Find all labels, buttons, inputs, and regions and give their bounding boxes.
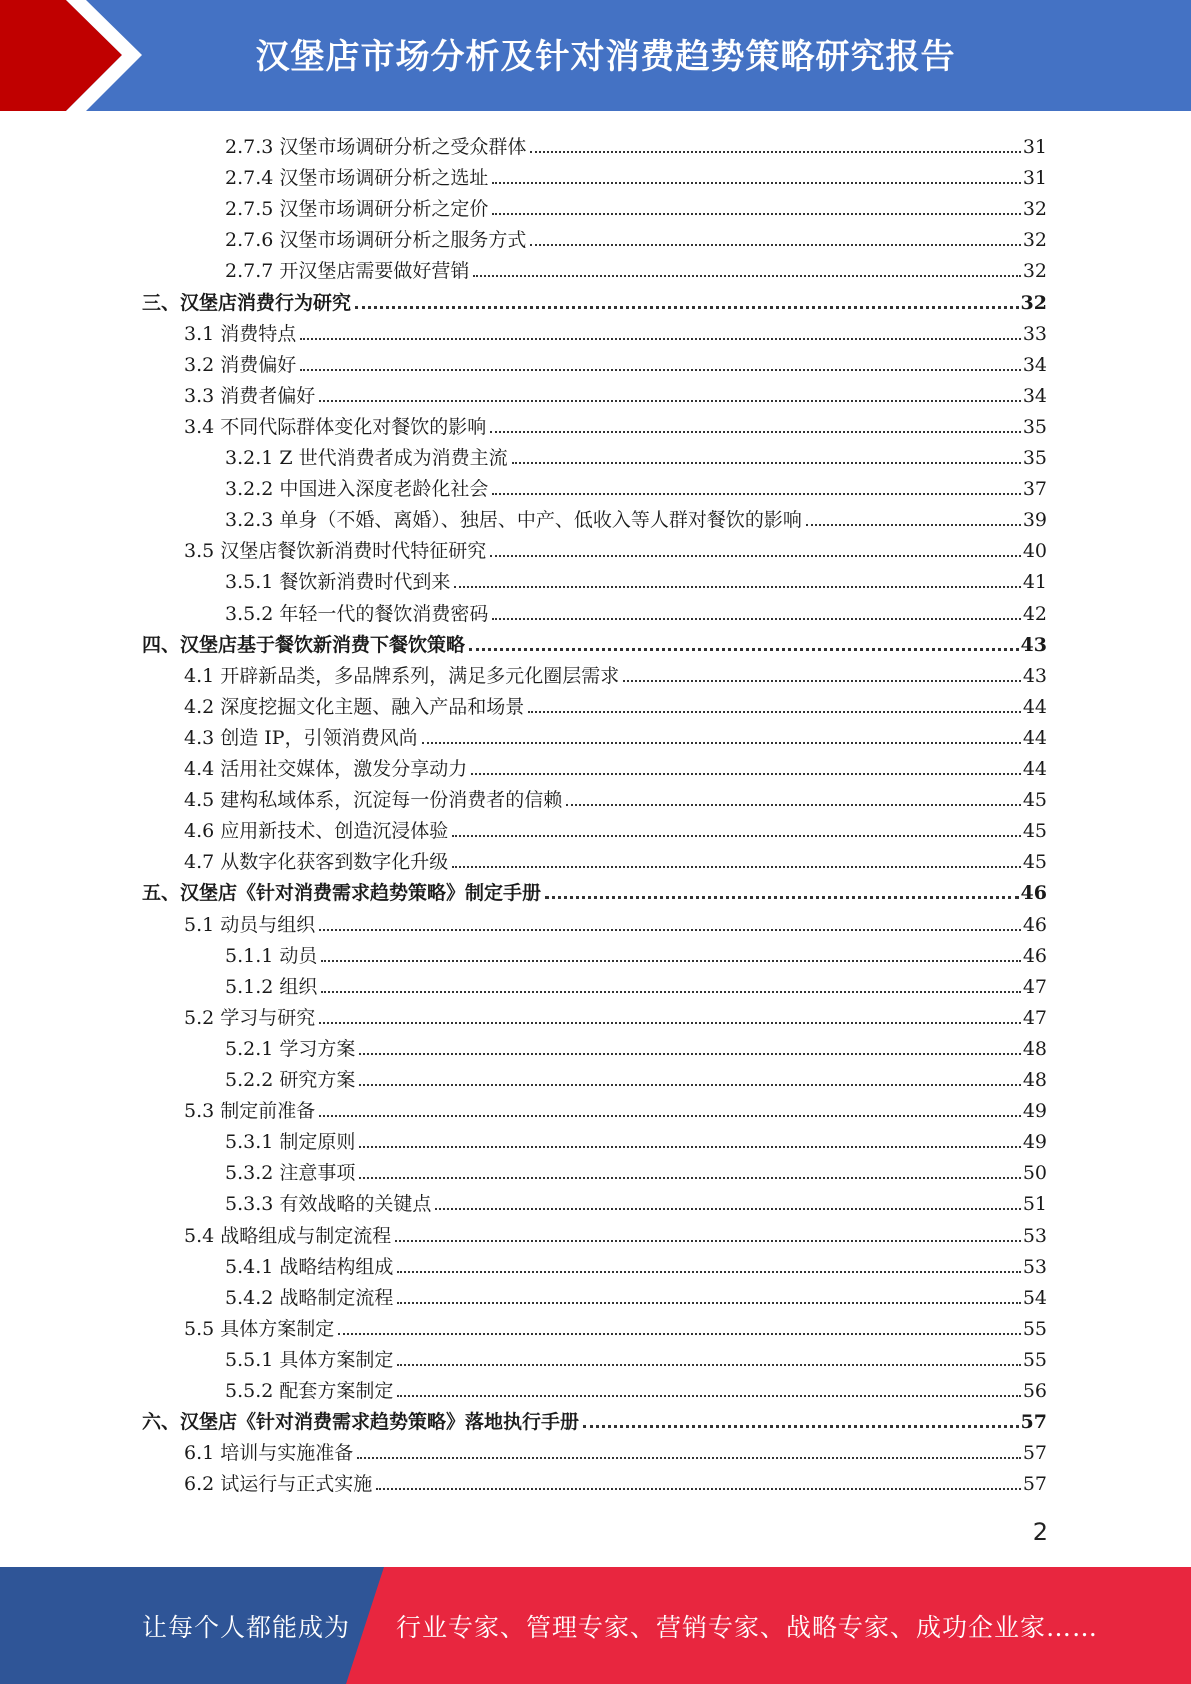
toc-entry-page: 35: [1022, 447, 1047, 469]
toc-entry-title: 4.5 建构私域体系，沉淀每一份消费者的信赖: [184, 789, 563, 811]
toc-entry[interactable]: [225, 936, 1047, 967]
toc-entry[interactable]: [142, 873, 1047, 904]
toc-dot-leader: [469, 647, 1019, 651]
page-header: [0, 0, 1191, 111]
toc-entry[interactable]: [142, 1402, 1047, 1433]
toc-dot-leader: [397, 1394, 1020, 1397]
toc-entry-page: 32: [1022, 260, 1047, 282]
toc-entry-title: 4.1 开辟新品类，多品牌系列，满足多元化圈层需求: [184, 665, 620, 687]
toc-entry-page: 31: [1022, 167, 1047, 189]
toc-dot-leader: [512, 461, 1021, 464]
toc-dot-leader: [376, 1487, 1021, 1490]
toc-entry-title: 2.7.4 汉堡市场调研分析之选址: [225, 167, 489, 189]
toc-entry-page: 55: [1022, 1349, 1047, 1371]
toc-entry-title: 4.7 从数字化获客到数字化升级: [184, 851, 449, 873]
toc-dot-leader: [492, 617, 1020, 620]
toc-entry-page: 49: [1022, 1131, 1047, 1153]
toc-entry[interactable]: [184, 1433, 1047, 1464]
toc-entry-page: 37: [1022, 478, 1047, 500]
toc-entry-title: 5.4.1 战略结构组成: [225, 1256, 394, 1278]
toc-entry[interactable]: [225, 469, 1047, 500]
toc-dot-leader: [566, 803, 1021, 806]
toc-entry-page: 45: [1022, 851, 1047, 873]
toc-entry-page: 53: [1022, 1256, 1047, 1278]
toc-dot-leader: [490, 430, 1021, 433]
toc-entry[interactable]: [184, 345, 1047, 376]
toc-entry[interactable]: [225, 1340, 1047, 1371]
toc-entry[interactable]: [225, 1060, 1047, 1091]
toc-entry-title: 5.1.2 组织: [225, 976, 318, 998]
footer-slogan-right: 行业专家、管理专家、营销专家、战略专家、成功企业家……: [396, 1612, 1099, 1642]
toc-dot-leader: [490, 554, 1021, 557]
toc-entry-page: 34: [1022, 354, 1047, 376]
toc-entry[interactable]: [225, 967, 1047, 998]
toc-dot-leader: [395, 1239, 1021, 1242]
toc-dot-leader: [319, 1021, 1021, 1024]
toc-entry-page: 40: [1022, 540, 1047, 562]
toc-dot-leader: [492, 492, 1020, 495]
toc-entry-page: 46: [1020, 882, 1047, 904]
toc-entry-title: 6.1 培训与实施准备: [184, 1442, 354, 1464]
toc-entry-title: 3.5 汉堡店餐饮新消费时代特征研究: [184, 540, 487, 562]
toc-entry-page: 43: [1020, 634, 1047, 656]
toc-entry-title: 六、汉堡店《针对消费需求趋势策略》落地执行手册: [142, 1411, 580, 1433]
toc-entry[interactable]: [184, 749, 1047, 780]
toc-dot-leader: [454, 585, 1020, 588]
toc-entry-title: 3.2.2 中国进入深度老龄化社会: [225, 478, 489, 500]
toc-entry[interactable]: [225, 1371, 1047, 1402]
toc-dot-leader: [422, 741, 1021, 744]
toc-entry-page: 57: [1020, 1411, 1047, 1433]
toc-dot-leader: [319, 1114, 1021, 1117]
toc-entry-page: 56: [1022, 1380, 1047, 1402]
toc-entry[interactable]: [184, 407, 1047, 438]
toc-entry-title: 4.2 深度挖掘文化主题、融入产品和场景: [184, 696, 525, 718]
toc-dot-leader: [471, 772, 1021, 775]
toc-entry-page: 57: [1022, 1442, 1047, 1464]
toc-dot-leader: [397, 1363, 1020, 1366]
toc-entry[interactable]: [184, 1216, 1047, 1247]
toc-entry[interactable]: [225, 127, 1047, 158]
toc-dot-leader: [359, 1145, 1020, 1148]
toc-entry-title: 5.1.1 动员: [225, 945, 318, 967]
toc-entry[interactable]: [225, 1122, 1047, 1153]
toc-entry-title: 五、汉堡店《针对消费需求趋势策略》制定手册: [142, 882, 542, 904]
toc-entry-title: 5.2.2 研究方案: [225, 1069, 356, 1091]
toc-entry-page: 55: [1022, 1318, 1047, 1340]
toc-entry-title: 5.5.2 配套方案制定: [225, 1380, 394, 1402]
toc-entry-title: 5.5.1 具体方案制定: [225, 1349, 394, 1371]
toc-dot-leader: [359, 1083, 1020, 1086]
toc-dot-leader: [806, 523, 1021, 526]
toc-entry-title: 3.1 消费特点: [184, 323, 297, 345]
toc-entry-page: 43: [1022, 665, 1047, 687]
toc-dot-leader: [492, 181, 1020, 184]
toc-dot-leader: [355, 305, 1019, 309]
toc-entry-page: 46: [1022, 914, 1047, 936]
toc-entry-page: 31: [1022, 136, 1047, 158]
footer-slogan-left: 让每个人都能成为: [142, 1612, 351, 1642]
toc-entry-title: 4.6 应用新技术、创造沉浸体验: [184, 820, 449, 842]
toc-entry-page: 44: [1022, 727, 1047, 749]
toc-entry-page: 32: [1022, 229, 1047, 251]
toc-dot-leader: [623, 679, 1021, 682]
toc-entry-title: 3.2.1 Z 世代消费者成为消费主流: [225, 447, 508, 469]
toc-entry[interactable]: [225, 1247, 1047, 1278]
toc-entry-page: 45: [1022, 789, 1047, 811]
toc-dot-leader: [530, 243, 1020, 246]
toc-entry-title: 2.7.7 开汉堡店需要做好营销: [225, 260, 470, 282]
toc-entry[interactable]: [225, 189, 1047, 220]
toc-entry-title: 2.7.3 汉堡市场调研分析之受众群体: [225, 136, 527, 158]
toc-entry[interactable]: [225, 594, 1047, 625]
toc-dot-leader: [397, 1301, 1020, 1304]
toc-entry-title: 4.3 创造 IP，引领消费风尚: [184, 727, 418, 749]
toc-entry-title: 5.4 战略组成与制定流程: [184, 1225, 392, 1247]
toc-dot-leader: [357, 1456, 1021, 1459]
toc-entry[interactable]: [184, 531, 1047, 562]
toc-entry[interactable]: [184, 656, 1047, 687]
toc-entry-page: 48: [1022, 1069, 1047, 1091]
toc-entry-title: 5.2.1 学习方案: [225, 1038, 356, 1060]
toc-dot-leader: [300, 337, 1021, 340]
toc-entry-title: 2.7.6 汉堡市场调研分析之服务方式: [225, 229, 527, 251]
toc-entry-page: 41: [1022, 571, 1047, 593]
toc-entry[interactable]: [184, 314, 1047, 345]
toc-entry[interactable]: [184, 1091, 1047, 1122]
toc-entry[interactable]: [184, 376, 1047, 407]
toc-entry[interactable]: [225, 251, 1047, 282]
toc-entry-title: 5.3.1 制定原则: [225, 1131, 356, 1153]
toc-entry-title: 5.1 动员与组织: [184, 914, 316, 936]
toc-entry-title: 6.2 试运行与正式实施: [184, 1473, 373, 1495]
document-title: 汉堡店市场分析及针对消费趋势策略研究报告: [255, 36, 956, 77]
toc-dot-leader: [583, 1424, 1019, 1428]
toc-entry-title: 5.2 学习与研究: [184, 1007, 316, 1029]
toc-entry-title: 3.4 不同代际群体变化对餐饮的影响: [184, 416, 487, 438]
toc-dot-leader: [359, 1176, 1020, 1179]
toc-entry-title: 3.2.3 单身（不婚、离婚）、独居、中产、低收入等人群对餐饮的影响: [225, 509, 802, 531]
toc-entry-page: 32: [1022, 198, 1047, 220]
toc-entry[interactable]: [225, 220, 1047, 251]
toc-entry-page: 46: [1022, 945, 1047, 967]
toc-entry[interactable]: [225, 1029, 1047, 1060]
toc-entry-title: 4.4 活用社交媒体，激发分享动力: [184, 758, 468, 780]
toc-dot-leader: [452, 865, 1021, 868]
toc-entry[interactable]: [225, 158, 1047, 189]
toc-entry-page: 35: [1022, 416, 1047, 438]
page-footer: [0, 1567, 1191, 1684]
toc-entry-page: 49: [1022, 1100, 1047, 1122]
toc-dot-leader: [545, 895, 1019, 899]
toc-entry[interactable]: [225, 1153, 1047, 1184]
toc-dot-leader: [319, 399, 1021, 402]
toc-entry[interactable]: [184, 905, 1047, 936]
toc-entry-title: 5.3.2 注意事项: [225, 1162, 356, 1184]
toc-entry[interactable]: [184, 780, 1047, 811]
toc-entry-title: 5.5 具体方案制定: [184, 1318, 335, 1340]
toc-entry-title: 5.3 制定前准备: [184, 1100, 316, 1122]
toc-entry[interactable]: [184, 811, 1047, 842]
toc-entry-page: 44: [1022, 758, 1047, 780]
toc-entry[interactable]: [184, 998, 1047, 1029]
toc-dot-leader: [300, 368, 1021, 371]
toc-entry-title: 3.5.1 餐饮新消费时代到来: [225, 571, 451, 593]
toc-entry-title: 5.3.3 有效战略的关键点: [225, 1193, 432, 1215]
toc-dot-leader: [397, 1270, 1020, 1273]
toc-entry-page: 53: [1022, 1225, 1047, 1247]
toc-entry-title: 2.7.5 汉堡市场调研分析之定价: [225, 198, 489, 220]
toc-entry[interactable]: [184, 718, 1047, 749]
toc-entry-page: 57: [1022, 1473, 1047, 1495]
toc-entry-page: 44: [1022, 696, 1047, 718]
toc-dot-leader: [338, 1332, 1021, 1335]
toc-dot-leader: [492, 212, 1020, 215]
toc-dot-leader: [530, 150, 1020, 153]
toc-entry-page: 42: [1022, 603, 1047, 625]
toc-entry-page: 54: [1022, 1287, 1047, 1309]
toc-entry-title: 3.5.2 年轻一代的餐饮消费密码: [225, 603, 489, 625]
toc-dot-leader: [359, 1052, 1020, 1055]
toc-entry-page: 50: [1022, 1162, 1047, 1184]
toc-entry[interactable]: [142, 625, 1047, 656]
toc-entry[interactable]: [225, 500, 1047, 531]
toc-dot-leader: [319, 928, 1021, 931]
toc-entry-page: 32: [1020, 292, 1047, 314]
toc-entry-title: 四、汉堡店基于餐饮新消费下餐饮策略: [142, 634, 466, 656]
toc-entry-title: 3.3 消费者偏好: [184, 385, 316, 407]
toc-entry-page: 47: [1022, 1007, 1047, 1029]
toc-entry[interactable]: [184, 1309, 1047, 1340]
toc-entry[interactable]: [142, 283, 1047, 314]
toc-dot-leader: [321, 990, 1020, 993]
toc-dot-leader: [321, 959, 1020, 962]
toc-dot-leader: [435, 1207, 1020, 1210]
toc-dot-leader: [473, 274, 1020, 277]
toc-entry-title: 三、汉堡店消费行为研究: [142, 292, 352, 314]
toc-entry-page: 34: [1022, 385, 1047, 407]
page-number: 2: [1032, 1518, 1048, 1546]
toc-dot-leader: [528, 710, 1021, 713]
toc-entry-page: 39: [1022, 509, 1047, 531]
toc-entry-page: 51: [1022, 1193, 1047, 1215]
toc-dot-leader: [452, 834, 1021, 837]
toc-entry-page: 48: [1022, 1038, 1047, 1060]
toc-entry[interactable]: [184, 1464, 1047, 1495]
toc-entry[interactable]: [184, 842, 1047, 873]
toc-entry[interactable]: [225, 562, 1047, 593]
toc-entry-page: 47: [1022, 976, 1047, 998]
toc-entry-page: 45: [1022, 820, 1047, 842]
toc-entry-page: 33: [1022, 323, 1047, 345]
toc-entry-title: 5.4.2 战略制定流程: [225, 1287, 394, 1309]
toc-entry-title: 3.2 消费偏好: [184, 354, 297, 376]
toc-entry[interactable]: [225, 438, 1047, 469]
toc-entry[interactable]: [225, 1184, 1047, 1215]
toc-entry[interactable]: [225, 1278, 1047, 1309]
toc-entry[interactable]: [184, 687, 1047, 718]
